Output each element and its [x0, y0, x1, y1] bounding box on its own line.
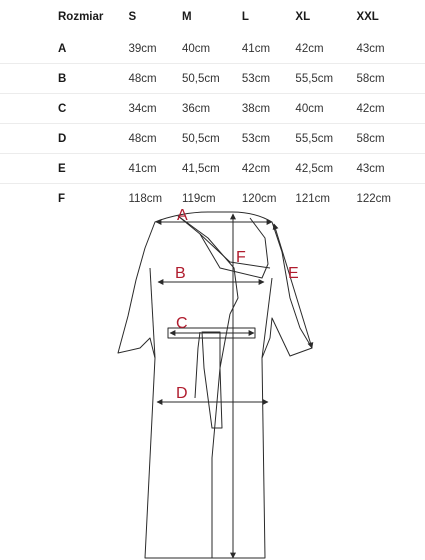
table-header-row: [0, 0, 425, 34]
table-cell: 53cm: [241, 132, 271, 145]
table-cell: 120cm: [241, 192, 277, 205]
table-cell: 118cm: [128, 192, 163, 205]
row-label: C: [58, 102, 67, 115]
table-row: [0, 124, 425, 154]
table-cell: 42cm: [241, 162, 271, 175]
table-cell: 53cm: [241, 72, 271, 85]
row-label: F: [58, 192, 66, 205]
table-cell: 42,5cm: [295, 162, 334, 175]
table-cell: 39cm: [128, 42, 157, 55]
row-label: D: [58, 132, 67, 145]
table-cell: 122cm: [356, 192, 391, 205]
row-label: E: [58, 162, 66, 175]
table-row: [0, 94, 425, 124]
header-m: M: [181, 11, 192, 23]
table-cell: 42cm: [295, 42, 324, 55]
garment-measurement-diagram: [0, 198, 425, 560]
table-cell: 48cm: [128, 72, 157, 85]
measure-e-line: [274, 224, 312, 348]
table-cell: 50,5cm: [181, 72, 220, 85]
size-table: [0, 0, 425, 213]
label-c: C: [176, 315, 188, 332]
label-a: A: [177, 207, 188, 224]
label-e: E: [288, 265, 299, 282]
table-cell: 119cm: [181, 192, 216, 205]
table-cell: 34cm: [128, 102, 157, 115]
table-row: [0, 154, 425, 184]
header-rozmiar: Rozmiar: [58, 11, 104, 23]
table-row: [0, 34, 425, 64]
table-cell: 55,5cm: [295, 132, 334, 145]
measure-labels: [175, 207, 299, 402]
table-cell: 41cm: [241, 42, 271, 55]
label-b: B: [175, 265, 186, 282]
row-label: B: [58, 72, 67, 85]
table-cell: 48cm: [128, 132, 157, 145]
table-row: [0, 64, 425, 94]
table-cell: 41cm: [128, 162, 157, 175]
label-d: D: [176, 385, 188, 402]
robe-outline: [118, 212, 312, 558]
table-cell: 38cm: [241, 102, 271, 115]
table-cell: 36cm: [181, 102, 211, 115]
header-xxl: XXL: [356, 11, 379, 23]
table-cell: 121cm: [295, 192, 330, 205]
table-cell: 55,5cm: [295, 72, 334, 85]
label-f: F: [236, 249, 246, 266]
header-s: S: [128, 11, 137, 23]
table-cell: 42cm: [356, 102, 385, 115]
table-cell: 40cm: [295, 102, 324, 115]
table-cell: 43cm: [356, 162, 385, 175]
table-cell: 58cm: [356, 132, 385, 145]
table-cell: 43cm: [356, 42, 385, 55]
row-label: A: [58, 42, 67, 55]
table-cell: 58cm: [356, 72, 385, 85]
header-xl: XL: [295, 11, 311, 23]
table-cell: 41,5cm: [181, 162, 220, 175]
table-cell: 50,5cm: [181, 132, 220, 145]
header-l: L: [241, 11, 249, 23]
table-cell: 40cm: [181, 42, 211, 55]
